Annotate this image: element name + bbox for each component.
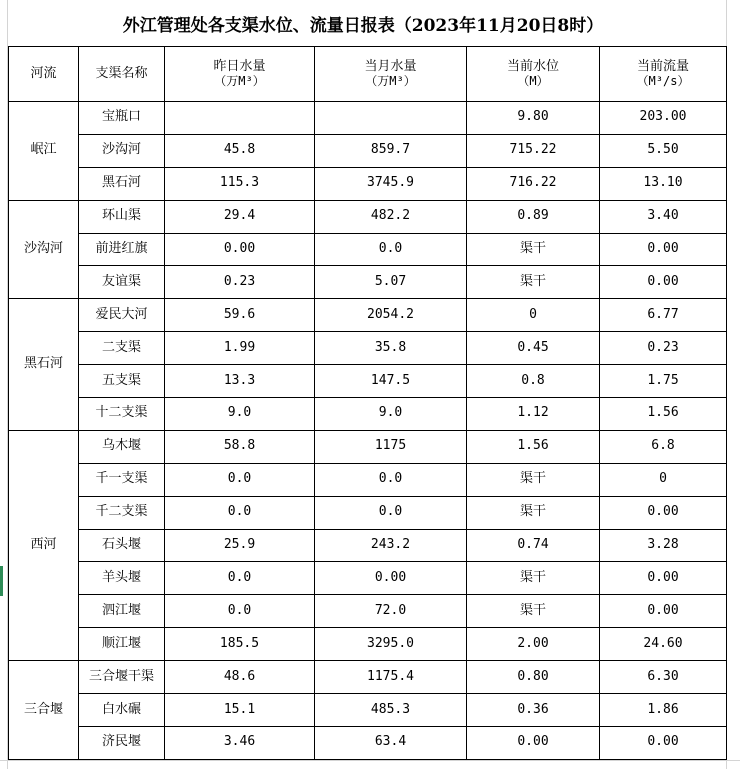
yesterday-volume-cell[interactable]: 185.5 — [165, 628, 315, 661]
flow-rate-cell[interactable]: 1.75 — [600, 365, 727, 398]
river-cell[interactable]: 西河 — [9, 430, 79, 660]
yesterday-volume-cell[interactable]: 0.00 — [165, 233, 315, 266]
header-canal[interactable]: 支渠名称 — [79, 47, 165, 102]
report-table — [8, 46, 727, 760]
month-volume-cell[interactable]: 0.0 — [315, 463, 467, 496]
month-volume-cell[interactable]: 0.0 — [315, 496, 467, 529]
canal-name-cell[interactable]: 羊头堰 — [79, 562, 165, 595]
header-month[interactable] — [315, 47, 467, 102]
canal-name-cell[interactable]: 沙沟河 — [79, 134, 165, 167]
water-level-cell[interactable]: 0.36 — [467, 694, 600, 727]
month-volume-cell[interactable]: 2054.2 — [315, 299, 467, 332]
flow-rate-cell[interactable]: 0 — [600, 463, 727, 496]
water-level-cell[interactable]: 0.80 — [467, 661, 600, 694]
yesterday-volume-cell[interactable]: 0.0 — [165, 496, 315, 529]
river-cell[interactable]: 沙沟河 — [9, 200, 79, 299]
table-row — [9, 726, 727, 759]
month-volume-cell[interactable]: 9.0 — [315, 398, 467, 431]
flow-rate-cell[interactable]: 13.10 — [600, 167, 727, 200]
yesterday-volume-cell[interactable]: 0.0 — [165, 562, 315, 595]
flow-rate-cell[interactable]: 5.50 — [600, 134, 727, 167]
canal-name-cell[interactable]: 石头堰 — [79, 529, 165, 562]
yesterday-volume-cell[interactable]: 29.4 — [165, 200, 315, 233]
table-row — [9, 496, 727, 529]
water-level-cell[interactable]: 0.74 — [467, 529, 600, 562]
canal-name-cell[interactable]: 千二支渠 — [79, 496, 165, 529]
month-volume-cell[interactable]: 147.5 — [315, 365, 467, 398]
flow-rate-cell[interactable]: 3.28 — [600, 529, 727, 562]
yesterday-volume-cell[interactable]: 0.0 — [165, 463, 315, 496]
flow-rate-cell[interactable]: 1.56 — [600, 398, 727, 431]
canal-name-cell[interactable]: 二支渠 — [79, 332, 165, 365]
canal-name-cell[interactable]: 泗江堰 — [79, 595, 165, 628]
row-selection-marker — [0, 566, 3, 596]
header-flow-label: 当前流量 — [636, 58, 689, 74]
header-yesterday-label: 昨日水量 — [213, 58, 266, 74]
water-level-cell[interactable]: 0.45 — [467, 332, 600, 365]
table-row — [9, 430, 727, 463]
table-row — [9, 266, 727, 299]
header-level[interactable] — [467, 47, 600, 102]
flow-rate-cell[interactable]: 6.8 — [600, 430, 727, 463]
water-level-cell[interactable]: 0.00 — [467, 726, 600, 759]
month-volume-cell[interactable]: 0.0 — [315, 233, 467, 266]
water-level-cell[interactable]: 0.8 — [467, 365, 600, 398]
right-gutter — [726, 0, 740, 769]
month-volume-cell[interactable]: 485.3 — [315, 694, 467, 727]
header-flow[interactable] — [600, 47, 727, 102]
table-row — [9, 463, 727, 496]
report-title: 外江管理处各支渠水位、流量日报表（2023年11月20日8时） — [122, 15, 604, 36]
table-row — [9, 628, 727, 661]
month-volume-cell[interactable] — [315, 102, 467, 135]
table-row — [9, 233, 727, 266]
flow-rate-cell[interactable]: 203.00 — [600, 102, 727, 135]
month-volume-cell[interactable]: 5.07 — [315, 266, 467, 299]
water-level-cell[interactable]: 715.22 — [467, 134, 600, 167]
water-level-cell[interactable]: 渠干 — [467, 266, 600, 299]
table-row — [9, 134, 727, 167]
yesterday-volume-cell[interactable] — [165, 102, 315, 135]
table-row — [9, 299, 727, 332]
table-row — [9, 694, 727, 727]
canal-name-cell[interactable]: 乌木堰 — [79, 430, 165, 463]
month-volume-cell[interactable]: 1175 — [315, 430, 467, 463]
left-gutter — [0, 0, 8, 769]
yesterday-volume-cell[interactable]: 0.0 — [165, 595, 315, 628]
yesterday-volume-cell[interactable]: 59.6 — [165, 299, 315, 332]
canal-name-cell[interactable]: 环山渠 — [79, 200, 165, 233]
yesterday-volume-cell[interactable]: 13.3 — [165, 365, 315, 398]
water-level-cell[interactable]: 0.89 — [467, 200, 600, 233]
canal-name-cell[interactable]: 白水碾 — [79, 694, 165, 727]
table-row — [9, 398, 727, 431]
flow-rate-cell[interactable]: 0.00 — [600, 266, 727, 299]
header-level-unit: （M） — [517, 73, 549, 88]
table-body — [9, 102, 727, 760]
water-level-cell[interactable]: 渠干 — [467, 595, 600, 628]
yesterday-volume-cell[interactable]: 48.6 — [165, 661, 315, 694]
header-yesterday[interactable] — [165, 47, 315, 102]
canal-name-cell[interactable]: 爱民大河 — [79, 299, 165, 332]
month-volume-cell[interactable]: 243.2 — [315, 529, 467, 562]
month-volume-cell[interactable]: 35.8 — [315, 332, 467, 365]
yesterday-volume-cell[interactable]: 15.1 — [165, 694, 315, 727]
header-river[interactable]: 河流 — [9, 47, 79, 102]
bottom-gridline — [0, 760, 740, 761]
yesterday-volume-cell[interactable]: 58.8 — [165, 430, 315, 463]
header-month-label: 当月水量 — [364, 58, 417, 74]
header-month-unit: （万M³） — [365, 73, 416, 88]
flow-rate-cell[interactable]: 0.00 — [600, 233, 727, 266]
yesterday-volume-cell[interactable]: 45.8 — [165, 134, 315, 167]
river-cell[interactable]: 三合堰 — [9, 661, 79, 760]
canal-name-cell[interactable]: 千一支渠 — [79, 463, 165, 496]
canal-name-cell[interactable]: 黑石河 — [79, 167, 165, 200]
water-level-cell[interactable]: 渠干 — [467, 562, 600, 595]
yesterday-volume-cell[interactable]: 1.99 — [165, 332, 315, 365]
water-level-cell[interactable]: 9.80 — [467, 102, 600, 135]
water-level-cell[interactable]: 渠干 — [467, 496, 600, 529]
canal-name-cell[interactable]: 济民堰 — [79, 726, 165, 759]
yesterday-volume-cell[interactable]: 0.23 — [165, 266, 315, 299]
water-level-cell[interactable]: 渠干 — [467, 463, 600, 496]
header-flow-unit: （M³/s） — [636, 73, 690, 88]
month-volume-cell[interactable]: 859.7 — [315, 134, 467, 167]
flow-rate-cell[interactable]: 0.00 — [600, 562, 727, 595]
river-cell[interactable]: 黑石河 — [9, 299, 79, 431]
month-volume-cell[interactable]: 3295.0 — [315, 628, 467, 661]
table-row — [9, 167, 727, 200]
table-row — [9, 365, 727, 398]
water-level-cell[interactable]: 1.12 — [467, 398, 600, 431]
canal-name-cell[interactable]: 五支渠 — [79, 365, 165, 398]
flow-rate-cell[interactable]: 24.60 — [600, 628, 727, 661]
river-cell[interactable]: 岷江 — [9, 102, 79, 201]
yesterday-volume-cell[interactable]: 3.46 — [165, 726, 315, 759]
flow-rate-cell[interactable]: 0.23 — [600, 332, 727, 365]
table-row — [9, 332, 727, 365]
water-level-cell[interactable]: 渠干 — [467, 233, 600, 266]
canal-name-cell[interactable]: 三合堰干渠 — [79, 661, 165, 694]
table-row — [9, 200, 727, 233]
flow-rate-cell[interactable]: 0.00 — [600, 726, 727, 759]
canal-name-cell[interactable]: 宝瓶口 — [79, 102, 165, 135]
flow-rate-cell[interactable]: 0.00 — [600, 496, 727, 529]
water-level-cell[interactable]: 716.22 — [467, 167, 600, 200]
header-level-label: 当前水位 — [506, 58, 559, 74]
table-row — [9, 562, 727, 595]
canal-name-cell[interactable]: 前进红旗 — [79, 233, 165, 266]
header-row — [9, 47, 727, 102]
table-row — [9, 102, 727, 135]
month-volume-cell[interactable]: 3745.9 — [315, 167, 467, 200]
canal-name-cell[interactable]: 顺江堰 — [79, 628, 165, 661]
month-volume-cell[interactable]: 1175.4 — [315, 661, 467, 694]
flow-rate-cell[interactable]: 6.30 — [600, 661, 727, 694]
water-level-cell[interactable]: 2.00 — [467, 628, 600, 661]
table-row — [9, 529, 727, 562]
month-volume-cell[interactable]: 72.0 — [315, 595, 467, 628]
month-volume-cell[interactable]: 0.00 — [315, 562, 467, 595]
yesterday-volume-cell[interactable]: 115.3 — [165, 167, 315, 200]
table-row — [9, 661, 727, 694]
water-level-cell[interactable]: 0 — [467, 299, 600, 332]
flow-rate-cell[interactable]: 0.00 — [600, 595, 727, 628]
flow-rate-cell[interactable]: 1.86 — [600, 694, 727, 727]
header-yesterday-unit: （万M³） — [214, 73, 265, 88]
canal-name-cell[interactable]: 友谊渠 — [79, 266, 165, 299]
canal-name-cell[interactable]: 十二支渠 — [79, 398, 165, 431]
table-row — [9, 595, 727, 628]
water-level-cell[interactable]: 1.56 — [467, 430, 600, 463]
flow-rate-cell[interactable]: 3.40 — [600, 200, 727, 233]
flow-rate-cell[interactable]: 6.77 — [600, 299, 727, 332]
month-volume-cell[interactable]: 63.4 — [315, 726, 467, 759]
yesterday-volume-cell[interactable]: 9.0 — [165, 398, 315, 431]
yesterday-volume-cell[interactable]: 25.9 — [165, 529, 315, 562]
month-volume-cell[interactable]: 482.2 — [315, 200, 467, 233]
